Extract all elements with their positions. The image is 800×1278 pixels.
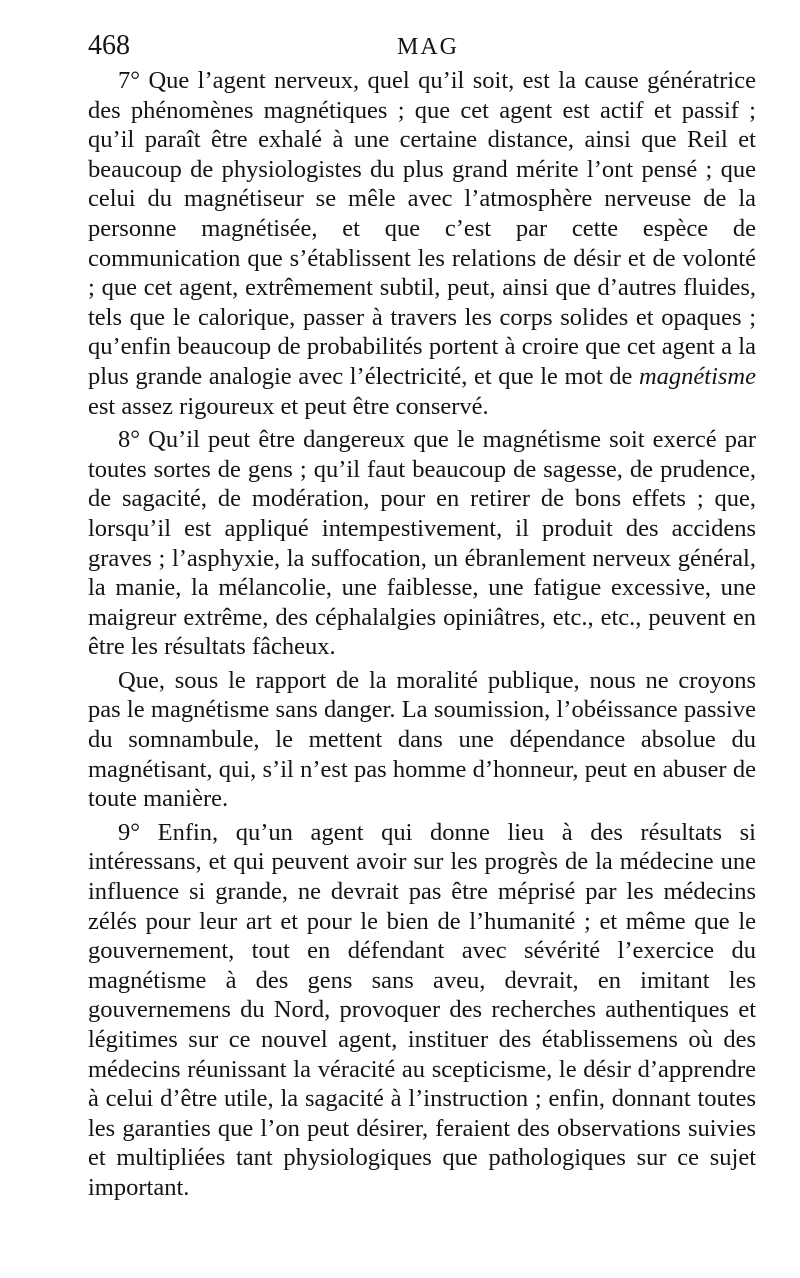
body-text: [88, 66, 756, 1207]
paragraph-9: [88, 818, 756, 1203]
paragraph-morality: [88, 666, 756, 814]
paragraph-text: 7° Que l’agent nerveux, quel qu’il soit, est la cause génératrice des phénomènes magnétiques ; que cet agent est actif et passif ; qu’il paraît être exhalé à une certaine distance, ainsi que Reil et beaucoup de physiologistes du plus grand mérite l’ont pensé ; que celui du magnétiseur se mêle avec l’atmosphère nerveuse de la personne magnétisée, et que c’est par cette espèce de communication que s’établissent les relations de désir et de volonté ; que cet agent, extrêmement subtil, peut, ainsi que d’autres fluides, tels que le calorique, passer à travers les corps solides et opaques ; qu’enfin beaucoup de probabilités portent à croire que cet agent a la plus grande analogie avec l’électricité, et que le mot de: [88, 67, 756, 390]
paragraph-text: est assez rigoureux et peut être conservé.: [88, 392, 489, 420]
page-header: [88, 28, 768, 68]
paragraph-7: [88, 66, 756, 421]
paragraph-text: Que, sous le rapport de la moralité publique, nous ne croyons pas le magnétisme sans danger. La soumission, l’obéissance passive du somnambule, le mettent dans une dépendance absolue du magnétisant, qui, s’il n’est pas homme d’honneur, peut en abuser de toute manière.: [88, 666, 756, 813]
paragraph-8: [88, 425, 756, 662]
paragraph-text: 8° Qu’il peut être dangereux que le magnétisme soit exercé par toutes sortes de gens ; qu’il faut beaucoup de sagesse, de prudence, de sagacité, de modération, pour en retirer de bons effets ; que, lorsqu’il est appliqué intempestivement, il produit des accidens graves ; l’asphyxie, la suffocation, un ébranlement nerveux général, la manie, la mélancolie, une faiblesse, une fatigue excessive, une maigreur extrême, des céphalalgies opiniâtres, etc., etc., peuvent en être les résultats fâcheux.: [88, 426, 756, 661]
page-number: 468: [88, 30, 130, 61]
paragraph-text: 9° Enfin, qu’un agent qui donne lieu à des résultats si intéressans, et qui peuvent avoir sur les progrès de la médecine une influence si grande, ne devrait pas être méprisé par les médecins zélés pour leur art et pour le bien de l’humanité ; et même que le gouvernement, tout en défendant avec sévérité l’exercice du magnétisme à des gens sans aveu, devrait, en imitant les gouvernemens du Nord, provoquer des recherches authentiques et légitimes sur ce nouvel agent, instituer des établissemens où des médecins réunissant la véracité au scepticisme, le désir d’apprendre à celui d’être utile, la sagacité à l’instruction ; enfin, donnant toutes les garanties que l’on peut désirer, feraient des observations suivies et multipliées tant physiologiques que pathologiques sur ce sujet important.: [88, 818, 756, 1201]
running-head: MAG: [396, 34, 459, 60]
emphasized-term: magnétisme: [638, 362, 756, 390]
